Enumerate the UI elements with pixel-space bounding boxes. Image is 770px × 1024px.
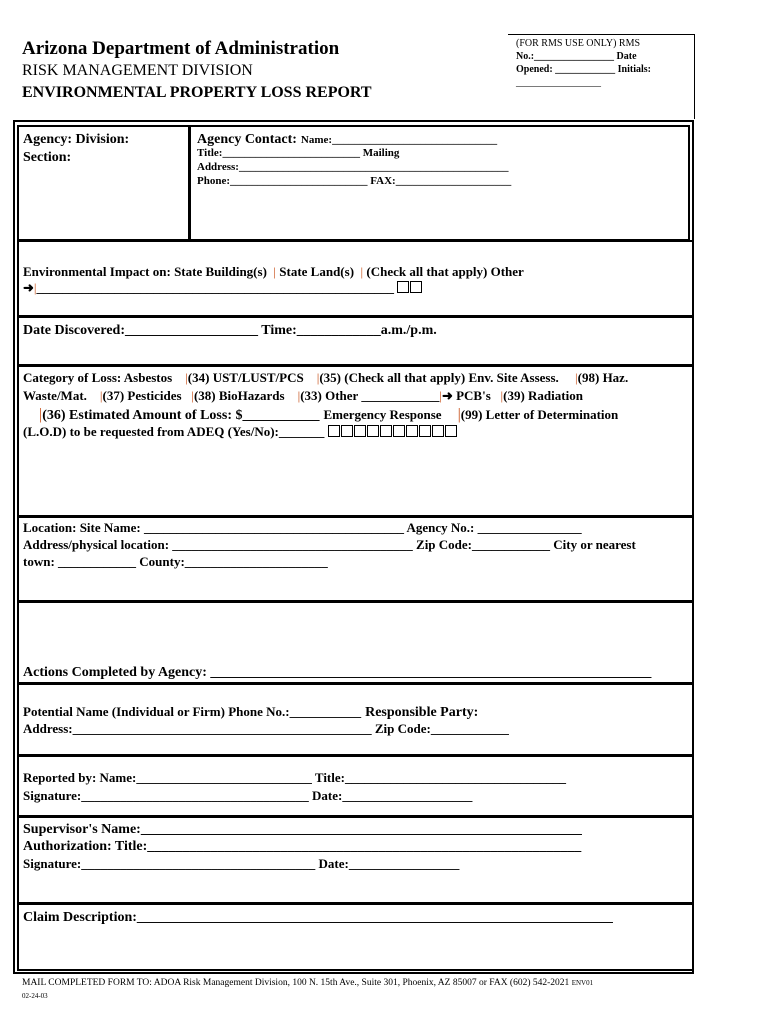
checkbox-icon[interactable] [397, 281, 409, 293]
checkbox-icon[interactable] [380, 425, 392, 437]
agency-name: Arizona Department of Administration [22, 38, 340, 59]
agency-contact-box[interactable] [189, 125, 690, 241]
checkbox-icon[interactable] [328, 425, 340, 437]
check-mark-icon: | [500, 388, 504, 403]
actions-completed-field[interactable]: Actions Completed by Agency: _______________________________________________________________ [23, 665, 652, 680]
section-label: Section: [23, 150, 72, 165]
report-title: ENVIRONMENTAL PROPERTY LOSS REPORT [22, 84, 372, 101]
checkbox-icon[interactable] [354, 425, 366, 437]
category-waste[interactable]: Waste/Mat. [23, 388, 87, 403]
category-estimated-amount[interactable]: (36) Estimated Amount of Loss: $___________ [42, 408, 320, 423]
potential-name-phone-field[interactable]: Potential Name (Individual or Firm) Phone No.:___________ [23, 704, 362, 719]
check-mark-icon: | [99, 388, 103, 403]
agency-contact-line [197, 130, 497, 148]
checkbox-icon[interactable] [341, 425, 353, 437]
supervisor-signature-field[interactable]: Signature:____________________________________ Date:_________________ [23, 856, 460, 871]
claim-box [17, 903, 694, 971]
form-code: ENV01 [571, 979, 594, 987]
impact-other-field[interactable]: _______________________________________________________ [36, 280, 395, 295]
category-pcb[interactable]: PCB's [456, 388, 491, 403]
impact-box [17, 240, 694, 317]
rms-line-3: Opened: ____________ Initials: [516, 64, 652, 75]
agency-division-box[interactable] [17, 125, 190, 241]
impact-line [23, 264, 524, 280]
category-env-site[interactable]: (35) (Check all that apply) Env. Site Assess. [319, 370, 559, 385]
category-line-3 [23, 406, 618, 424]
arrow-icon: ➜ [23, 280, 34, 295]
category-biohazards[interactable]: (38) BioHazards [193, 388, 285, 403]
location-box [17, 516, 694, 602]
impact-other[interactable]: (Check all that apply) Other [366, 264, 524, 279]
reported-name-field[interactable]: Reported by: Name:___________________________ Title:__________________________________ [23, 770, 566, 785]
category-line-2 [23, 388, 583, 404]
agency-contact-label: Agency Contact: [197, 132, 297, 147]
checkbox-icon[interactable] [445, 425, 457, 437]
location-line-1[interactable]: Location: Site Name: ________________________________________ Agency No.: ________________ [23, 520, 582, 535]
checkbox-icon[interactable] [367, 425, 379, 437]
reported-signature-field[interactable]: Signature:___________________________________ Date:____________________ [23, 788, 473, 803]
actions-box [17, 601, 694, 684]
contact-name-field[interactable]: Name:______________________________ [300, 134, 498, 146]
date-discovered-field[interactable]: Date Discovered:___________________ Time:____________a.m./p.m. [23, 323, 437, 338]
rms-line-2: No.:________________ Date [516, 51, 637, 62]
category-asbestos[interactable]: Asbestos [123, 370, 173, 385]
checkbox-icon[interactable] [406, 425, 418, 437]
category-label: Category of Loss: [23, 370, 122, 385]
contact-phone-field[interactable]: Phone:_________________________ FAX:_____________________ [197, 175, 512, 187]
date-box [17, 316, 694, 366]
division-name: RISK MANAGEMENT DIVISION [22, 62, 253, 79]
supervisor-box [17, 816, 694, 904]
authorization-title-field[interactable]: Authorization: Title:______________________________________________________________ [23, 839, 582, 854]
category-radiation[interactable]: (39) Radiation [503, 388, 583, 403]
check-mark-icon: | [273, 264, 277, 279]
category-haz[interactable]: (98) Haz. [577, 370, 629, 385]
claim-description-field[interactable]: Claim Description:____________________________________________________________________ [23, 910, 613, 925]
category-box [17, 365, 694, 517]
potential-box [17, 683, 694, 756]
contact-title-field[interactable]: Title:_________________________ Mailing [197, 147, 400, 159]
category-line-4 [23, 424, 458, 440]
contact-address-field[interactable]: Address:_________________________________________________ [197, 161, 509, 173]
checkbox-icon[interactable] [419, 425, 431, 437]
category-letter[interactable]: (99) Letter of Determination [460, 407, 619, 422]
category-pesticides[interactable]: (37) Pesticides [102, 388, 182, 403]
potential-line-1 [23, 703, 478, 721]
check-mark-icon: | [439, 388, 442, 403]
location-line-2[interactable]: Address/physical location: _____________________________________ Zip Code:____________ City or nearest [23, 537, 636, 552]
mail-text: MAIL COMPLETED FORM TO: ADOA Risk Management Division, 100 N. 15th Ave., Suite 301, Phoenix, AZ 85007 or FAX (602) 542-2021 [22, 978, 570, 988]
check-mark-icon: | [191, 388, 194, 403]
reported-box [17, 755, 694, 817]
check-mark-icon: | [575, 370, 578, 385]
impact-state-land[interactable]: State Land(s) [279, 264, 355, 279]
check-mark-icon: | [33, 280, 37, 295]
check-mark-icon: | [360, 264, 364, 279]
impact-state-building[interactable]: State Building(s) [174, 264, 267, 279]
category-lod[interactable]: (L.O.D) to be requested from ADEQ (Yes/No):_______ [23, 424, 325, 439]
mail-instructions [22, 978, 593, 988]
form-date-code: 02-24-03 [22, 992, 48, 1000]
rms-line-4: _________________ [516, 77, 601, 88]
check-mark-icon: | [316, 370, 320, 385]
category-ust[interactable]: (34) UST/LUST/PCS [187, 370, 304, 385]
category-other[interactable]: (33) Other ____________ [300, 388, 440, 403]
supervisor-name-field[interactable]: Supervisor's Name:_______________________________________________________________ [23, 822, 582, 837]
agency-division-label: Agency: Division: [23, 132, 130, 147]
check-mark-icon: | [297, 388, 301, 403]
impact-other-line [23, 280, 423, 296]
responsible-party-label: Responsible Party: [365, 705, 479, 720]
checkbox-icon[interactable] [432, 425, 444, 437]
rms-use-text [516, 37, 692, 89]
check-mark-icon: | [457, 406, 461, 423]
potential-address-field[interactable]: Address:______________________________________________ Zip Code:____________ [23, 721, 509, 736]
location-line-3[interactable]: town: ____________ County:______________________ [23, 554, 328, 569]
checkbox-icon[interactable] [393, 425, 405, 437]
rms-line-1: (FOR RMS USE ONLY) RMS [516, 38, 641, 49]
check-mark-icon: | [39, 406, 43, 423]
arrow-icon: ➜ [441, 388, 453, 403]
checkbox-icon[interactable] [410, 281, 422, 293]
impact-label: Environmental Impact on: [23, 264, 171, 279]
category-line-1 [23, 370, 628, 386]
check-mark-icon: | [185, 370, 188, 385]
category-emergency[interactable]: Emergency Response [323, 407, 442, 422]
